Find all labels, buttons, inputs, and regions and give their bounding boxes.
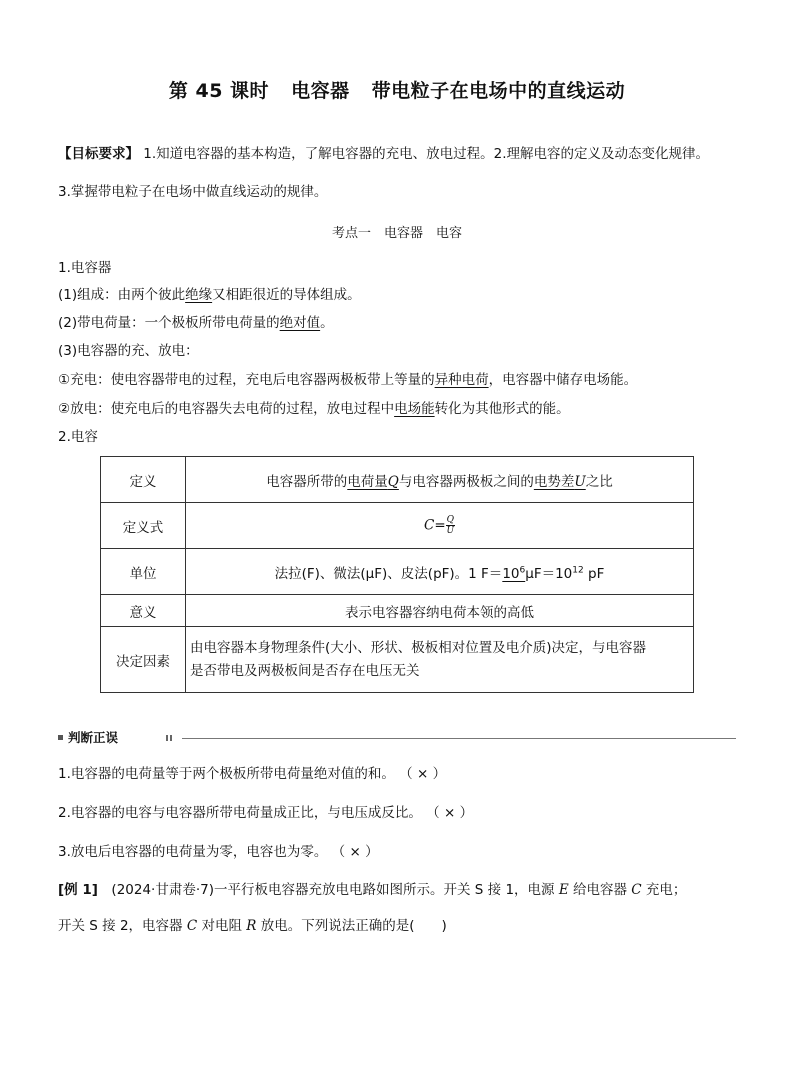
judge-section-bar [58,728,736,748]
lesson-number: 第 45 课时 [168,80,270,102]
table-value: 电容器所带的电荷量Q与电容器两极板之间的电势差U之比 [186,457,694,503]
judge-item-3: 3.放电后电容器的电荷量为零，电容也为零。 （ × ） [58,844,379,860]
example-tag: [例 1] [58,882,98,898]
blank-ten-power: 10 [502,565,520,582]
table-key: 定义 [101,457,186,503]
table-row-factors [101,627,694,693]
goals-tag: 【目标要求】 [58,146,139,162]
goals-line-2: 3.掌握带电粒子在电场中做直线运动的规律。 [58,184,328,200]
capacitor-charging: ①充电：使电容器带电的过程，充电后电容器两极板带上等量的异种电荷，电容器中储存电场能。 [58,372,638,388]
capacitor-composition: (1)组成：由两个彼此绝缘又相距很近的导体组成。 [58,287,361,303]
table-key: 意义 [101,595,186,627]
table-row-unit [101,549,694,595]
capacitor-heading: 1.电容器 [58,260,112,276]
blank-opposite-charges: 异种电荷 [434,372,489,388]
example-line-1: [例 1] (2024·甘肃卷·7)一平行板电容器充放电电路如图所示。开关 S 接 1，电源 E 给电容器 C 充电； [58,882,687,898]
table-key: 决定因素 [101,627,186,693]
capacitance-table [100,456,694,693]
blank-absolute-value: 绝对值 [279,315,321,331]
example-line-2: 开关 S 接 2，电容器 C 对电阻 R 放电。下列说法正确的是( ) [58,918,447,934]
capacitance-heading: 2.电容 [58,429,98,445]
blank-charge: 电荷量 [347,473,388,490]
capacitor-charge: (2)带电荷量：一个极板所带电荷量的绝对值。 [58,315,334,331]
title-part-motion: 带电粒子在电场中的直线运动 [371,80,626,102]
table-value: 表示电容器容纳电荷本领的高低 [186,595,694,627]
table-value: 由电容器本身物理条件(大小、形状、极板相对位置及电介质)决定，与电容器 是否带电及两极板间是否存在电压无关 [186,627,694,693]
blank-field-energy: 电场能 [394,401,435,417]
judge-label: 判断正误 [68,730,119,745]
divider-line [182,738,736,739]
section-heading: 考点一 电容器 电容 [331,226,462,241]
blank-insulated: 绝缘 [185,287,213,303]
judge-item-1: 1.电容器的电荷量等于两个极板所带电荷量绝对值的和。 （ × ） [58,766,447,782]
table-value: C= $\frac{Q}{U}$ [186,503,694,549]
judge-item-2: 2.电容器的电容与电容器所带电荷量成正比，与电压成反比。 （ × ） [58,805,474,821]
page-title [0,76,794,103]
capacitor-process: (3)电容器的充、放电： [58,343,199,359]
table-key: 定义式 [101,503,186,549]
goals-line-1 [58,144,709,164]
capacitor-discharging: ②放电：使充电后的电容器失去电荷的过程，放电过程中电场能转化为其他形式的能。 [58,401,570,417]
fraction-q-over-u: $\frac{Q}{U}$ [446,515,455,536]
dotted-divider [166,735,174,741]
table-row-formula [101,503,694,549]
table-value: 法拉(F)、微法(μF)、皮法(pF)。1 $F=10^6\mu F=10^{12}$ pF [186,549,694,595]
table-row-definition [101,457,694,503]
table-row-meaning [101,595,694,627]
goals-text-1: 1.知道电容器的基本构造，了解电容器的充电、放电过程。2.理解电容的定义及动态变化规律。 [139,146,710,162]
title-part-capacitor: 电容器 [291,80,350,102]
blank-potential-difference: 电势差 [533,473,575,490]
table-key: 单位 [101,549,186,595]
square-bullet-icon [58,735,63,740]
